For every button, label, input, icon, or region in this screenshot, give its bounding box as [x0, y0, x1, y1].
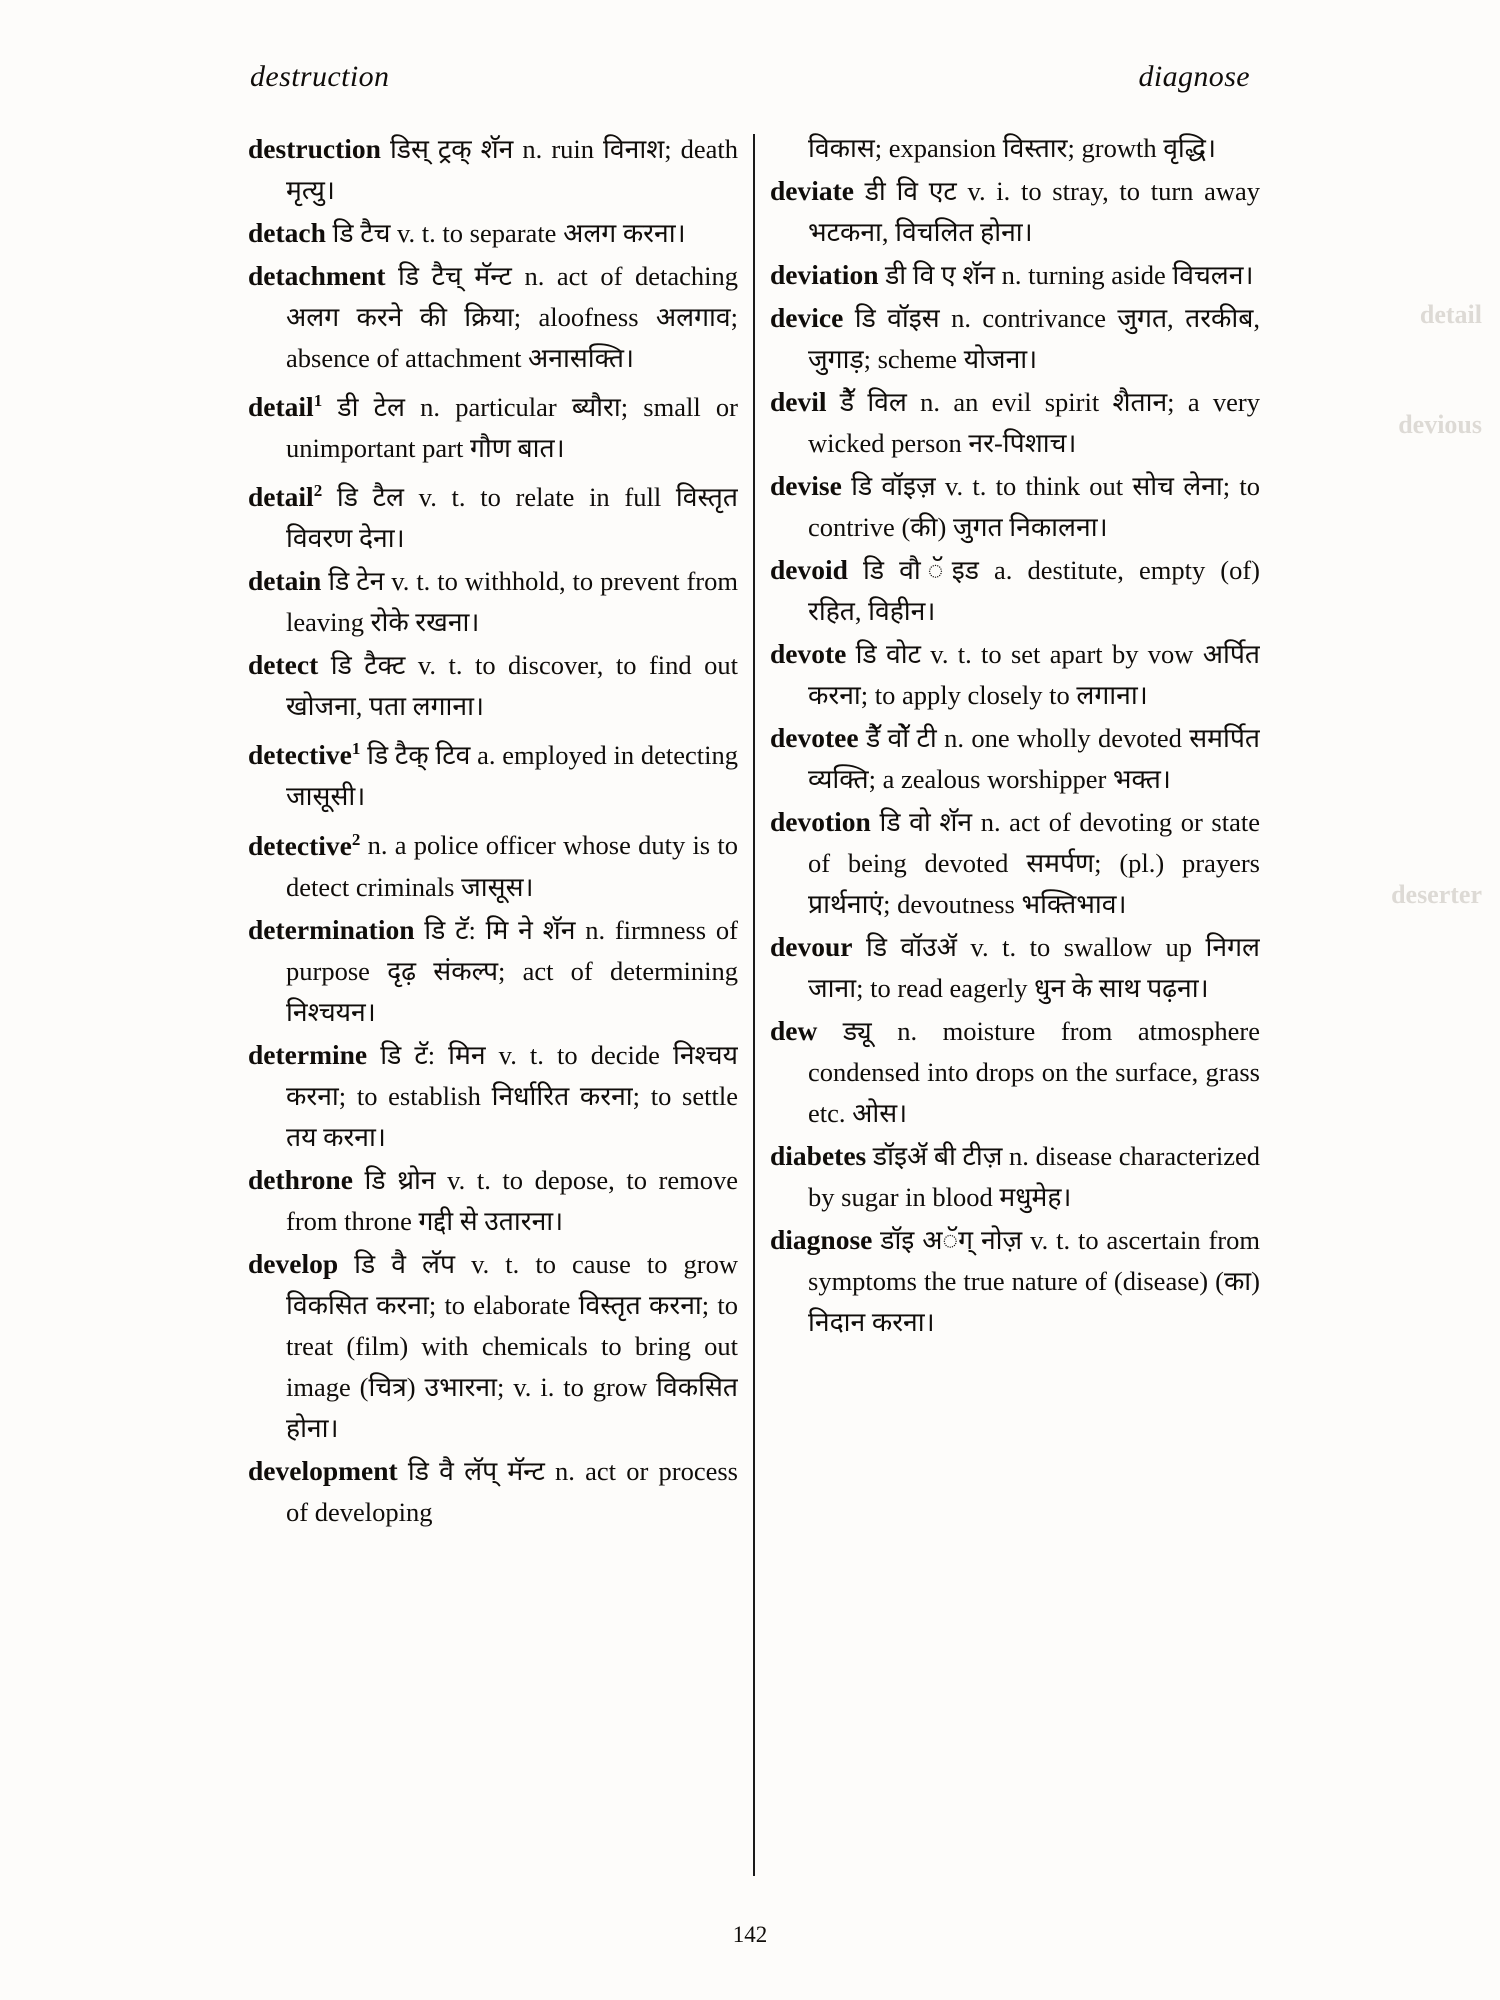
bleed-through-text: detail [1419, 300, 1482, 329]
entry-headword: detail$^1$ [248, 391, 323, 423]
entry-definition: विकास; expansion विस्तार; growth वृद्धि। [808, 133, 1217, 163]
dictionary-entry [770, 381, 1260, 464]
entry-headword: detective$^1$ [248, 739, 361, 771]
entry-definition: डि टैच v. t. to separate अलग करना। [325, 218, 686, 248]
entry-headword: detachment [248, 260, 386, 291]
entry-definition: डि टैक्ट v. t. to discover, to find out खोजना, पता लगाना। [286, 650, 738, 722]
running-head [250, 60, 1250, 100]
entry-definition: डी वि ए शॅन n. turning aside विचलन। [878, 260, 1254, 290]
dictionary-entry [248, 212, 738, 254]
entry-headword: dethrone [248, 1163, 353, 1195]
entry-definition: डैॅ वोॅ टी n. one wholly devoted समर्पित व्यक्ति; a zealous worshipper भक्त। [808, 723, 1260, 794]
dictionary-entry [248, 1034, 738, 1158]
entry-definition: डि वै लॅप v. t. to cause to grow विकसित करना; to elaborate विस्तृत करना; to treat (film) with chemicals to bring out image (चित्र) उभारना; v. i. to grow विकसित होना। [286, 1248, 738, 1443]
entry-headword: devotee [770, 722, 859, 753]
dictionary-entry [248, 255, 738, 379]
entry-definition: डि वोट v. t. to set apart by vow अर्पित करना; to apply closely to लगाना। [808, 639, 1260, 710]
entry-headword: devil [770, 386, 827, 417]
entry-headword: device [770, 302, 844, 333]
dictionary-entry [770, 926, 1260, 1009]
entry-definition: डि टैल v. t. to relate in full विस्तृत विवरण देना। [286, 482, 738, 554]
entry-homograph-number: 2 [351, 829, 361, 849]
entry-headword: detach [248, 217, 326, 248]
entry-definition: डॉइॲ बी टीज़ n. disease characterized by sugar in blood मधुमेह। [808, 1141, 1260, 1212]
dictionary-entry [248, 380, 738, 469]
dictionary-entry [248, 644, 738, 727]
entry-definition: डि वौ ॅइड a. destitute, empty (of) रहित, विहीन। [808, 555, 1260, 626]
dictionary-entry [248, 470, 738, 559]
entry-headword: devoid [770, 554, 848, 585]
dictionary-entry [770, 1219, 1260, 1343]
running-head-left: destruction [250, 60, 390, 93]
entry-headword: devise [770, 470, 842, 501]
entry-definition: डि वो शॅन n. act of devoting or state of being devoted समर्पण; (pl.) prayers प्रार्थनाएं; devoutness भक्तिभाव। [808, 807, 1260, 919]
entry-headword: destruction [248, 133, 381, 164]
entry-definition: डॉइ अॅग् नोज़ v. t. to ascertain from symptoms the true nature of (disease) (का) निदान करना। [808, 1225, 1260, 1337]
entry-definition: डैॅ विल n. an evil spirit शैतान; a very wicked person नर-पिशाच। [808, 387, 1260, 458]
dictionary-entry [248, 728, 738, 817]
page-number: 142 [732, 1922, 768, 1947]
entry-definition: डि टॅ: मिन v. t. to decide निश्चय करना; to establish निर्धारित करना; to settle तय करना। [286, 1039, 738, 1152]
entry-homograph-number: 1 [313, 391, 323, 410]
bleed-through-text: devious [1398, 410, 1482, 439]
entry-headword: deviate [770, 175, 855, 206]
page-columns [248, 128, 1260, 1888]
dictionary-entry [770, 254, 1260, 296]
entry-definition: डि टेन v. t. to withhold, to prevent from leaving रोके रखना। [286, 566, 738, 638]
entry-definition: डि वॉइज़ v. t. to think out सोच लेना; to contrive (की) जुगत निकालना। [808, 471, 1260, 542]
entry-definition: डी टेल n. particular ब्यौरा; small or unimportant part गौण बात। [286, 392, 738, 464]
dictionary-entry [248, 1450, 738, 1533]
right-column [770, 128, 1260, 1888]
entry-headword: develop [248, 1247, 339, 1279]
dictionary-entry [770, 1135, 1260, 1218]
entry-headword: dew [770, 1015, 818, 1046]
entry-headword: determination [248, 913, 415, 945]
entry-headword: detect [248, 649, 319, 681]
dictionary-entry [248, 1243, 738, 1449]
entry-headword: determine [248, 1038, 368, 1070]
dictionary-entry [770, 465, 1260, 548]
column-divider [753, 134, 755, 1876]
dictionary-entry [248, 909, 738, 1033]
entry-headword: devour [770, 931, 853, 962]
dictionary-entry [770, 128, 1260, 169]
dictionary-entry [770, 170, 1260, 253]
entry-definition: n. a police officer whose duty is to detect criminals जासूस। [286, 830, 738, 902]
entry-headword: detail$^2$ [248, 481, 323, 513]
dictionary-entry [248, 560, 738, 643]
entry-headword: devotion [770, 806, 871, 837]
dictionary-entry [248, 818, 738, 907]
dictionary-entry [770, 1010, 1260, 1134]
entry-definition: डि टैच् मॅन्ट n. act of detaching अलग करने की क्रिया; aloofness अलगाव; absence of attachment अनासक्ति। [286, 261, 738, 373]
entry-definition: डि वॉउॲ v. t. to swallow up निगल जाना; to read eagerly धुन के साथ पढ़ना। [808, 932, 1260, 1003]
left-column [248, 128, 738, 1888]
entry-definition: डिस् ट्रक् शॅन n. ruin विनाश; death मृत्यु। [286, 134, 738, 205]
entry-definition: डि टॅ: मि ने शॅन n. firmness of purpose दृढ़ संकल्प; act of determining निश्चयन। [286, 914, 738, 1027]
entry-definition: डि वॉइस n. contrivance जुगत, तरकीब, जुगाड़; scheme योजना। [808, 303, 1260, 374]
entry-definition: डि थ्रोन v. t. to depose, to remove from throne गद्दी से उतारना। [286, 1164, 738, 1236]
entry-headword: devote [770, 638, 847, 669]
entry-homograph-number: 1 [351, 739, 361, 759]
entry-headword: deviation [770, 259, 879, 290]
entry-definition: डि वै लॅप् मॅन्ट n. act or process of developing [286, 1455, 738, 1527]
entry-headword: detective$^2$ [248, 829, 361, 861]
dictionary-entry [770, 717, 1260, 800]
entry-headword: development [248, 1454, 398, 1486]
dictionary-entry [770, 801, 1260, 925]
dictionary-entry [770, 549, 1260, 632]
entry-definition: डी वि एट v. i. to stray, to turn away भटकना, विचलित होना। [808, 176, 1260, 247]
entry-headword: diabetes [770, 1140, 867, 1171]
dictionary-entry [248, 1159, 738, 1242]
entry-headword: detain [248, 565, 322, 597]
entry-headword: diagnose [770, 1224, 873, 1255]
entry-definition: डि टैक् टिव a. employed in detecting जासूसी। [286, 740, 738, 812]
running-head-right: diagnose [1138, 60, 1250, 93]
dictionary-entry [770, 633, 1260, 716]
bleed-through-text: deserter [1391, 880, 1482, 909]
dictionary-entry [248, 128, 738, 211]
entry-definition: ड्यू n. moisture from atmosphere condensed into drops on the surface, grass etc. ओस। [808, 1016, 1260, 1128]
entry-homograph-number: 2 [313, 481, 323, 501]
dictionary-entry [770, 297, 1260, 380]
